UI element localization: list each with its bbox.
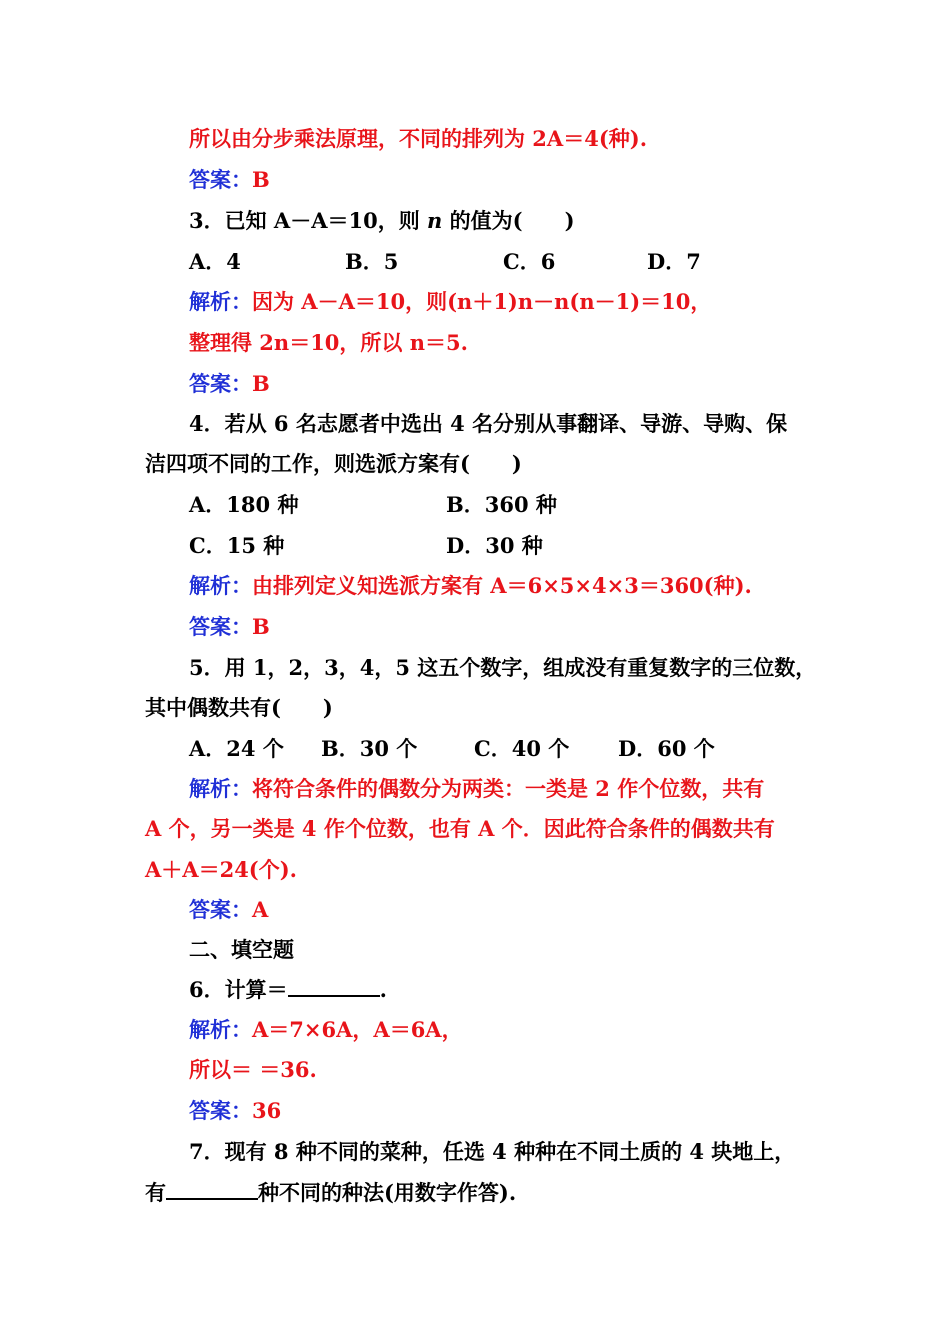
q5-analysis-text: 将符合条件的偶数分为两类：一类是 2 作个位数，共有 [252, 776, 765, 801]
q4-option-b: B．360 种 [446, 492, 557, 517]
q3-analysis [189, 288, 711, 316]
q3-analysis-text: 因为 A－A＝10，则(n＋1)n－n(n－1)＝10， [252, 289, 712, 314]
q4-option-d: D．30 种 [446, 533, 543, 558]
answer-label: 答案： [189, 897, 252, 922]
q4-option-a: A．180 种 [189, 492, 299, 517]
q6-answer-blank[interactable] [288, 975, 380, 997]
q6-stem-end: . [379, 977, 387, 1002]
q7-stem-text: 有 [145, 1180, 166, 1205]
q4-option-c: C．15 种 [189, 533, 285, 558]
q3-option-a: A．4 [189, 249, 241, 274]
q6-analysis [189, 1016, 463, 1044]
analysis-label: 解析： [189, 573, 252, 598]
q6-analysis-text: A＝7×6A，A＝6A， [252, 1017, 463, 1042]
q5-analysis-cont: A 个，另一类是 4 作个位数，也有 A 个．因此符合条件的偶数共有 [145, 816, 775, 841]
q4-analysis [189, 572, 752, 600]
q6-analysis-cont: 所以＝ ＝36. [189, 1057, 317, 1082]
answer-value: 36 [252, 1098, 282, 1123]
q2-analysis-tail: 所以由分步乘法原理，不同的排列为 2A＝4(种). [189, 126, 648, 151]
answer-label: 答案： [189, 167, 252, 192]
analysis-label: 解析： [189, 776, 252, 801]
q3-option-c: C．6 [503, 249, 556, 274]
q3-option-b: B．5 [345, 249, 399, 274]
q5-stem-cont: 其中偶数共有( ) [145, 695, 333, 720]
q3-option-d: D．7 [647, 249, 701, 274]
q5-option-b: B．30 个 [321, 736, 418, 761]
section-title: 二、填空题 [189, 937, 294, 962]
answer-value: B [252, 167, 270, 192]
q3-variable: n [427, 208, 443, 233]
q5-option-a: A．24 个 [189, 736, 284, 761]
q5-analysis-cont2: A＋A＝24(个). [145, 857, 297, 882]
q4-options-row2 [0, 532, 950, 560]
q3-answer [189, 370, 270, 398]
answer-value: B [252, 614, 270, 639]
q4-answer [189, 613, 270, 641]
answer-label: 答案： [189, 614, 252, 639]
q5-option-c: C．40 个 [474, 736, 570, 761]
q7-stem-text-end: 种不同的种法(用数字作答). [258, 1180, 517, 1205]
answer-label: 答案： [189, 371, 252, 396]
q3-stem [189, 207, 575, 235]
q3-stem-text: 3．已知 A－A＝10，则 [189, 208, 428, 233]
q6-stem-text: 6．计算＝ [189, 977, 288, 1002]
q3-options [0, 248, 950, 276]
q4-stem-cont: 洁四项不同的工作，则选派方案有( ) [145, 451, 522, 476]
q6-answer [189, 1097, 281, 1125]
analysis-label: 解析： [189, 289, 252, 314]
q5-option-d: D．60 个 [618, 736, 715, 761]
q2-answer [189, 166, 270, 194]
q5-answer [189, 896, 268, 924]
q5-stem: 5．用 1，2，3，4，5 这五个数字，组成没有重复数字的三位数， [189, 655, 817, 680]
q7-answer-blank[interactable] [166, 1178, 258, 1200]
q4-stem: 4．若从 6 名志愿者中选出 4 名分别从事翻译、导游、导购、保 [189, 411, 788, 436]
q7-stem: 7．现有 8 种不同的菜种，任选 4 种种在不同土质的 4 块地上， [189, 1139, 796, 1164]
q7-stem-cont [145, 1178, 516, 1206]
answer-label: 答案： [189, 1098, 252, 1123]
q4-options-row1 [0, 491, 950, 519]
q5-analysis [189, 775, 764, 803]
answer-value: B [252, 371, 270, 396]
q5-options [0, 735, 950, 763]
q4-analysis-text: 由排列定义知选派方案有 A＝6×5×4×3＝360(种). [252, 573, 752, 598]
answer-value: A [252, 897, 269, 922]
q3-stem-text-end: 的值为( ) [442, 208, 575, 233]
analysis-label: 解析： [189, 1017, 252, 1042]
q6-stem [189, 975, 387, 1003]
q3-analysis-cont: 整理得 2n＝10，所以 n＝5. [189, 330, 468, 355]
